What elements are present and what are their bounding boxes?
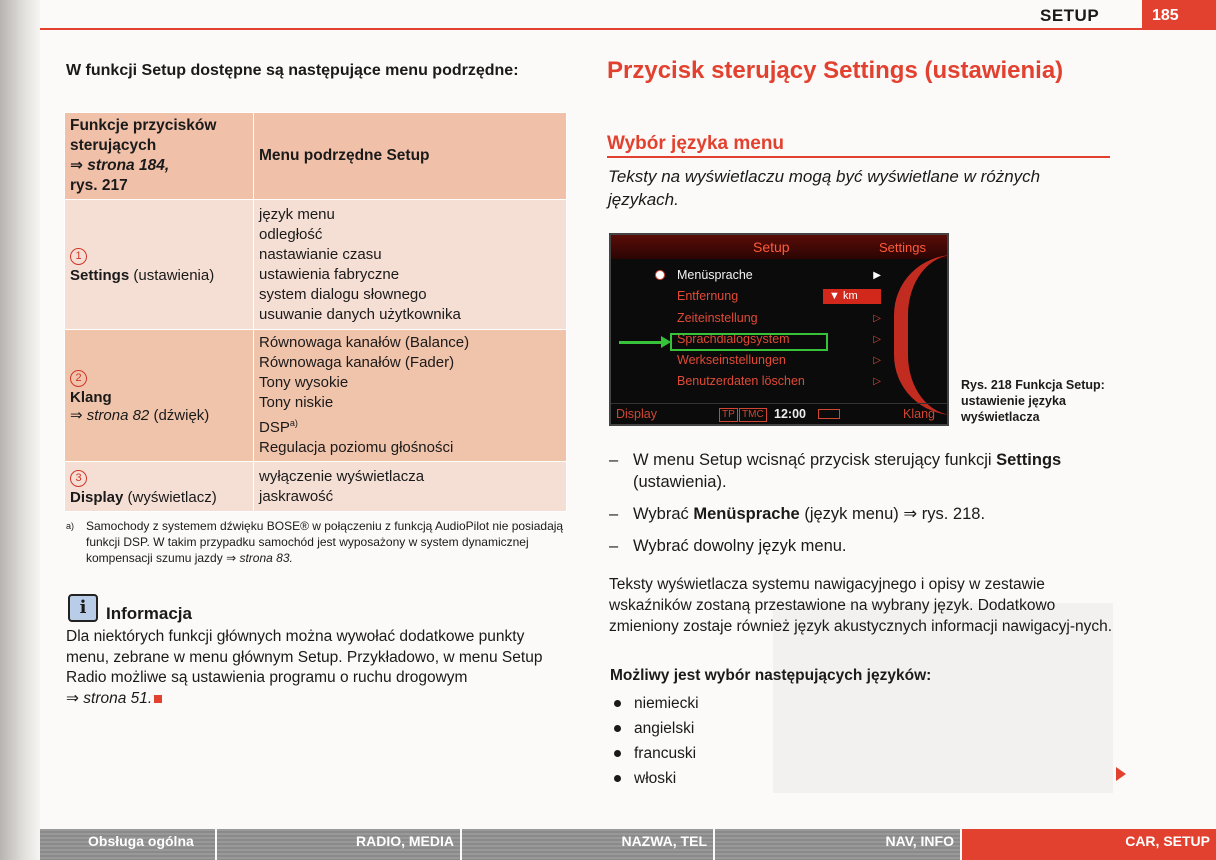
function-name: Klang [70, 388, 112, 406]
intro-text: W funkcji Setup dostępne są następujące menu podrzędne: [66, 62, 519, 79]
function-desc: (ustawienia) [133, 266, 215, 284]
info-ref-link[interactable]: ⇒ strona 51. [66, 689, 153, 707]
table-cell-submenus [254, 200, 567, 330]
unit-dropdown[interactable]: ▼ km [823, 289, 881, 304]
dash-icon: – [609, 505, 619, 523]
display-softkey[interactable]: Display [616, 407, 657, 421]
figure-caption-text: Funkcja Setup: ustawienie języka wyświetlacza [961, 378, 1105, 424]
signal-strength-icon [818, 409, 840, 419]
function-desc: (wyświetlacz) [127, 488, 217, 506]
pointer-arrow-icon [619, 341, 665, 344]
number-3-icon: 3 [70, 470, 87, 487]
setup-submenu-table [64, 112, 567, 512]
table-header-label: Funkcje przycisków sterujących [70, 117, 217, 154]
table-header-fig: rys. 217 [70, 177, 128, 194]
list-item: odległość [259, 225, 323, 243]
function-name: Settings [70, 266, 130, 284]
table-cell-function [65, 330, 254, 462]
table-header-functions [65, 113, 254, 200]
list-item: język menu [259, 205, 335, 223]
list-item: ustawienia fabryczne [259, 265, 400, 283]
step-text: (ustawienia). [633, 473, 727, 491]
table-row [65, 200, 567, 330]
info-body: Dla niektórych funkcji głównych można wywołać dodatkowe punkty menu, zebrane w menu głównym Setup. Przykładowo, w menu Setup Radio możliwe są ustawienia programu o ruchu drogowym [66, 628, 543, 686]
submenu-arrow-icon: ▷ [873, 312, 881, 324]
menu-item-werkseinstellungen[interactable] [653, 350, 885, 371]
info-title: Informacja [106, 604, 192, 623]
lead-text: Teksty na wyświetlaczu mogą być wyświetlane w różnych językach. [608, 167, 1041, 209]
dash-icon: – [609, 537, 619, 555]
list-item: angielski [610, 716, 699, 741]
list-item: DSP [259, 419, 290, 436]
figure-caption [961, 377, 1111, 425]
tmc-indicator: TMC [739, 408, 767, 422]
pointer-arrow-head-icon [661, 336, 671, 348]
function-desc: (dźwięk) [153, 406, 210, 424]
step-bold: Settings [996, 451, 1062, 469]
clock: 12:00 [774, 407, 806, 421]
list-item: Równowaga kanałów (Balance) [259, 334, 470, 351]
submenu-arrow-icon: ▷ [873, 376, 881, 388]
figure-label: Rys. 218 [961, 378, 1012, 392]
submenu-arrow-icon: ▶ [873, 270, 881, 281]
table-header-ref[interactable]: ⇒ strona 184, [70, 157, 170, 174]
step-item [609, 503, 1114, 525]
page-ref-link[interactable]: ⇒ strona 82 [70, 406, 150, 424]
menu-item-label: Menüsprache [677, 268, 753, 282]
list-item: system dialogu słownego [259, 285, 427, 303]
menu-item-label: Benutzerdaten löschen [677, 374, 805, 389]
list-item: Równowaga kanałów (Fader) [259, 354, 455, 371]
page-title: Przycisk sterujący Settings (ustawienia) [607, 57, 1064, 84]
submenu-arrow-icon: ▷ [873, 355, 881, 367]
table-cell-submenus [254, 330, 567, 462]
table-header-submenus: Menu podrzędne Setup [254, 113, 567, 200]
info-text [66, 627, 566, 709]
footnote-marker: a) [289, 418, 298, 428]
step-item [609, 535, 1114, 557]
highlight-box [670, 333, 828, 351]
footnote-text: Samochody z systemem dźwięku BOSE® w połączeniu z funkcją AudioPilot nie posiadają funkcji DSP. W takim przypadku samochód jest wyposażony w system dynamicznej kompensacji szumu jazdy [86, 519, 564, 565]
menu-item-zeiteinstellung[interactable] [653, 308, 885, 329]
table-cell-function [65, 200, 254, 330]
tp-indicator: TP [719, 408, 738, 422]
tab-nav-info[interactable]: NAV, INFO [715, 829, 962, 860]
control-knob-arc [894, 255, 949, 415]
footnote-label: a) [66, 521, 75, 531]
dash-icon: – [609, 451, 619, 469]
list-item: Regulacja poziomu głośności [259, 439, 454, 456]
selection-dot-icon [655, 270, 665, 280]
page-number: 185 [1142, 0, 1216, 30]
list-item: włoski [610, 766, 699, 791]
end-square-icon [154, 695, 162, 703]
function-name: Display [70, 488, 124, 506]
menu-item-label: Entfernung [677, 289, 739, 304]
body-paragraph: Teksty wyświetlacza systemu nawigacyjnego i opisy w zestawie wskaźników zostaną przestawione na wybrany język. Dodatkowo zmieniony zostaje również język akustycznych informacji nawigacyj-nych. [609, 576, 1113, 635]
display-screenshot [609, 233, 949, 426]
screen-status-bar [611, 403, 947, 425]
step-text: Wybrać [633, 505, 694, 523]
list-item: niemiecki [610, 691, 699, 716]
klang-softkey[interactable]: Klang [903, 407, 935, 421]
submenu-arrow-icon: ▷ [873, 333, 881, 345]
step-item [609, 449, 1114, 493]
tab-nazwa-tel[interactable]: NAZWA, TEL [462, 829, 715, 860]
number-1-icon: 1 [70, 248, 87, 265]
screen-title: Setup [753, 239, 790, 255]
step-text[interactable]: (język menu) ⇒ rys. 218. [799, 505, 986, 523]
screen-menu [653, 265, 885, 393]
section-heading: Wybór języka menu [607, 133, 785, 154]
tab-radio-media[interactable]: RADIO, MEDIA [217, 829, 462, 860]
menu-item-benutzerdaten[interactable] [653, 371, 885, 392]
list-item: nastawianie czasu [259, 245, 382, 263]
table-row [65, 330, 567, 462]
languages-heading: Możliwy jest wybór następujących języków: [610, 667, 932, 684]
list-item: Tony niskie [259, 394, 334, 411]
heading-rule [607, 156, 1110, 158]
menu-item-label: Zeiteinstellung [677, 310, 758, 325]
screen-corner-label: Settings [879, 240, 926, 255]
footnote-ref-link[interactable]: ⇒ strona 83. [226, 551, 293, 565]
menu-item-menusprache[interactable] [653, 265, 885, 286]
instruction-steps [609, 449, 1114, 567]
page-gutter [0, 0, 40, 860]
table-cell-function [65, 462, 254, 512]
menu-item-entfernung[interactable] [653, 286, 885, 307]
languages-list [610, 691, 699, 791]
continue-arrow-icon [1116, 767, 1126, 781]
menu-item-label: Werkseinstellungen [677, 353, 786, 368]
footer-nav [40, 829, 1216, 860]
list-item: Tony wysokie [259, 374, 349, 391]
menu-item-label: Sprachdialogsystem [677, 331, 790, 346]
section-title: SETUP [1040, 6, 1100, 25]
table-row [65, 462, 567, 512]
list-item: wyłączenie wyświetlacza [259, 467, 425, 485]
list-item: jaskrawość [259, 487, 334, 505]
list-item: francuski [610, 741, 699, 766]
list-item: usuwanie danych użytkownika [259, 305, 461, 323]
header-rule [40, 28, 1216, 30]
tab-car-setup[interactable]: CAR, SETUP [962, 829, 1216, 860]
table-cell-submenus [254, 462, 567, 512]
footnote [66, 518, 566, 566]
step-bold: Menüsprache [693, 505, 800, 523]
number-2-icon: 2 [70, 370, 87, 387]
info-icon: i [68, 594, 98, 622]
step-text: Wybrać dowolny język menu. [633, 537, 847, 555]
tab-obsluga-ogolna[interactable]: Obsługa ogólna [40, 829, 217, 860]
step-text: W menu Setup wcisnąć przycisk sterujący funkcji [633, 451, 997, 469]
